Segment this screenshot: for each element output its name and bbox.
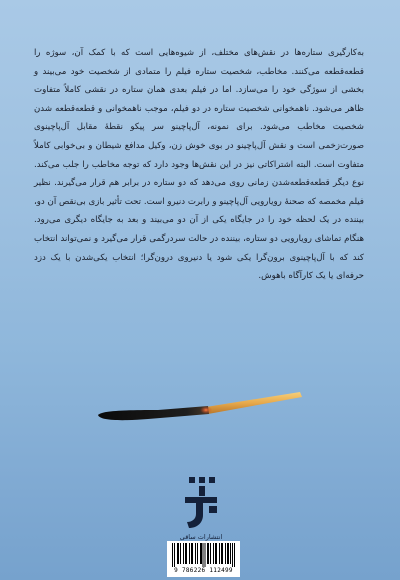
barcode-bars-icon [171, 543, 236, 567]
burnt-match-icon [88, 383, 308, 423]
barcode [167, 541, 240, 577]
blurb-text: به‌کارگیری ستاره‌ها در نقش‌های مختلف، از شیوه‌هایی است که با کمک آن، سوژه را قطعه‌قطعه می‌کنند. مخاطب، شخصیت ستاره فیلم را متمادی از شخصیت خود می‌بیند و بخشی از سوژگی خود را می‌سازد. اما در فیلم بعدی همان ستاره در نقشی کاملاً متفاوت ظاهر می‌شود. ناهمخوانی شخصیت ستاره در دو فیلم، موجب ناهمخوانی و قطعه‌قطعه شدن شخصیت مخاطب می‌شود. برای نمونه، آل‌پاچینو سر پیکو نقطهٔ مقابل آل‌پاچینوی صورت‌زخمی است و نقش آل‌پاچینو در بوی خوش زن، وکیل مدافع شیطان و بی‌خوابی کاملاً متفاوت است. البته اشتراکاتی نیز در این نقش‌ها وجود دارد که توجه مخاطب را جلب می‌کند. نوع دیگر قطعه‌قطعه‌شدن زمانی روی می‌دهد که دو ستاره در برابر هم قرار می‌گیرند. نظیر فیلم مخمصه که صحنهٔ رویارویی آل‌پاچینو و رابرت دنیرو است. تحت تأثیر بازی بی‌نقص آن دو، بیننده در یک لحظه خود را در جایگاه یکی از آن دو می‌بیند و بعد به جایگاه دیگری می‌رود. هنگام تماشای رویارویی دو ستاره، بیننده در حالت سردرگمی قرار می‌گیرد و نمی‌تواند انتخاب کند که با آل‌پاچینوی برون‌گرا یکی شود یا دنیروی درون‌گرا؛ انتخاب یکی‌شدن با یک دزد حرفه‌ای یا یک کارآگاه باهوش. [34, 48, 364, 282]
barcode-number: 9 786226 112499 [174, 567, 233, 574]
publisher-logo-icon [181, 475, 221, 533]
publisher-name: انتشارات ساقی [179, 533, 223, 541]
